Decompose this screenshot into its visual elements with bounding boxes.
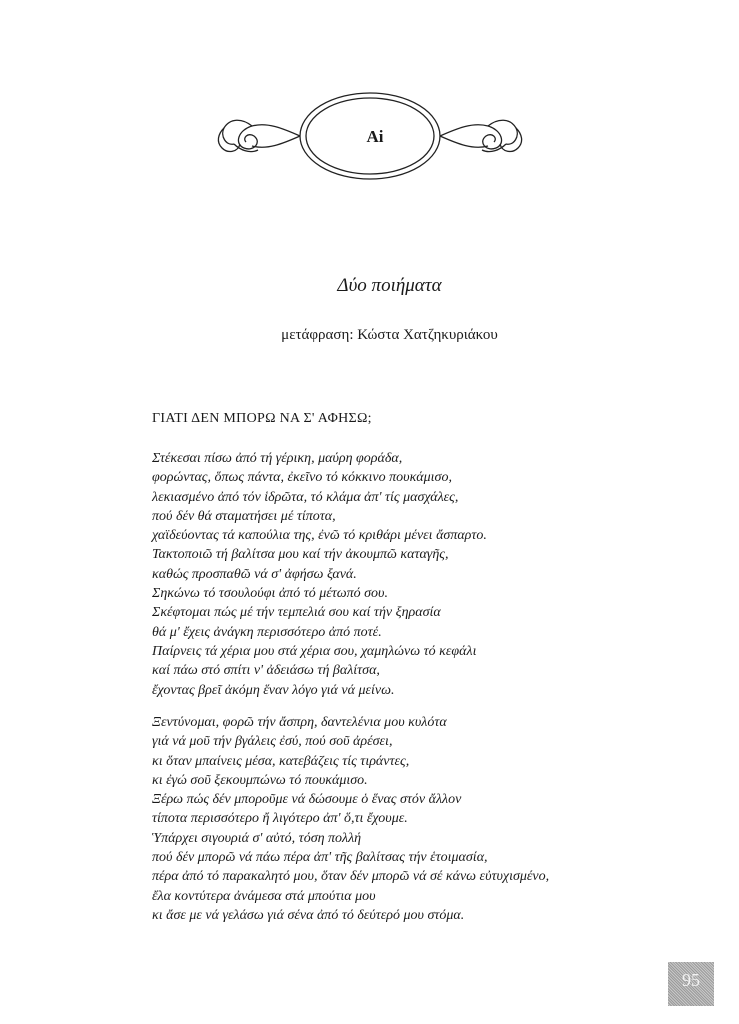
poem-line: τίποτα περισσότερο ἤ λιγότερο ἀπ' ὅ,τι ἔχουμε. bbox=[152, 811, 408, 827]
poem-line: φορώντας, ὅπως πάντα, ἐκεῖνο τό κόκκινο πουκάμισο, bbox=[152, 470, 452, 486]
ornament-label: Αi bbox=[366, 127, 384, 146]
poem-line: καθώς προσπαθῶ νά σ' ἀφήσω ξανά. bbox=[152, 566, 357, 582]
poem-line: κι ἄσε με νά γελάσω γιά σένα ἀπό τό δεύτερό μου στόμα. bbox=[152, 907, 465, 923]
poem-line: γιά νά μοῦ τήν βγάλεις ἐσύ, πού σοῦ ἀρέσει, bbox=[152, 734, 393, 750]
poem-line: πού δέν θά σταματήσει μέ τίποτα, bbox=[152, 508, 336, 524]
poem-line: λεκιασμένο ἀπό τόν ἱδρῶτα, τό κλάμα ἀπ' τίς μασχάλες, bbox=[152, 489, 459, 505]
poem-title: ΓΙΑΤΙ ΔΕΝ ΜΠΟΡΩ ΝΑ Σ' ΑΦΗΣΩ; bbox=[152, 411, 372, 426]
poem-line: Στέκεσαι πίσω ἀπό τή γέρικη, μαύρη φοράδα, bbox=[152, 451, 403, 466]
poem-line: Παίρνεις τά χέρια μου στά χέρια σου, χαμηλώνω τό κεφάλι bbox=[152, 643, 477, 659]
poem-line: Τακτοποιῶ τή βαλίτσα μου καί τήν ἀκουμπῶ καταγῆς, bbox=[152, 547, 449, 563]
poem-line: ἔλα κοντύτερα ἀνάμεσα στά μπούτια μου bbox=[152, 888, 376, 904]
poem-line: κι ἐγώ σοῦ ξεκουμπώνω τό πουκάμισο. bbox=[152, 772, 368, 788]
poem-line: Ξεντύνομαι, φορῶ τήν ἄσπρη, δαντελένια μου κυλότα bbox=[152, 715, 447, 730]
page-number: 95 bbox=[682, 970, 700, 990]
poem-line: Σηκώνω τό τσουλούφι ἀπό τό μέτωπό σου. bbox=[152, 586, 388, 602]
poem-line: πέρα ἀπό τό παρακαλητό μου, ὅταν δέν μπορῶ νά σέ κάνω εὐτυχισμένο, bbox=[152, 869, 550, 885]
header-ornament bbox=[0, 0, 739, 200]
poem-line: Ὑπάρχει σιγουριά σ' αὐτό, τόση πολλή bbox=[152, 830, 362, 846]
poem-line: πού δέν μπορῶ νά πάω πέρα ἀπ' τῆς βαλίτσας τήν ἑτοιμασία, bbox=[152, 850, 488, 866]
page-number-box bbox=[668, 962, 714, 1006]
translator-credit: μετάφραση: Κώστα Χατζηκυριάκου bbox=[281, 327, 498, 343]
poem-line: καί πάω στό σπίτι ν' ἀδειάσω τή βαλίτσα, bbox=[152, 663, 380, 679]
poem-line: ἔχοντας βρεῖ ἀκόμη ἕναν λόγο γιά νά μείνω. bbox=[152, 682, 395, 698]
poem-line: Σκέφτομαι πώς μέ τήν τεμπελιά σου καί τήν ξηρασία bbox=[152, 605, 441, 621]
stanza-1 bbox=[152, 449, 712, 700]
poem-line: χαϊδεύοντας τά καπούλια της, ἐνῶ τό κριθάρι μένει ἄσπαρτο. bbox=[152, 528, 487, 544]
poem-line: κι ὅταν μπαίνεις μέσα, κατεβάζεις τίς τιράντες, bbox=[152, 753, 410, 769]
poem-line: Ξέρω πώς δέν μποροῦμε νά δώσουμε ὁ ἕνας στόν ἄλλον bbox=[152, 792, 462, 808]
page-title: Δύο ποιήματα bbox=[337, 275, 442, 296]
stanza-2 bbox=[152, 713, 712, 925]
poem-line: θά μ' ἔχεις ἀνάγκη περισσότερο ἀπό ποτέ. bbox=[152, 624, 382, 640]
